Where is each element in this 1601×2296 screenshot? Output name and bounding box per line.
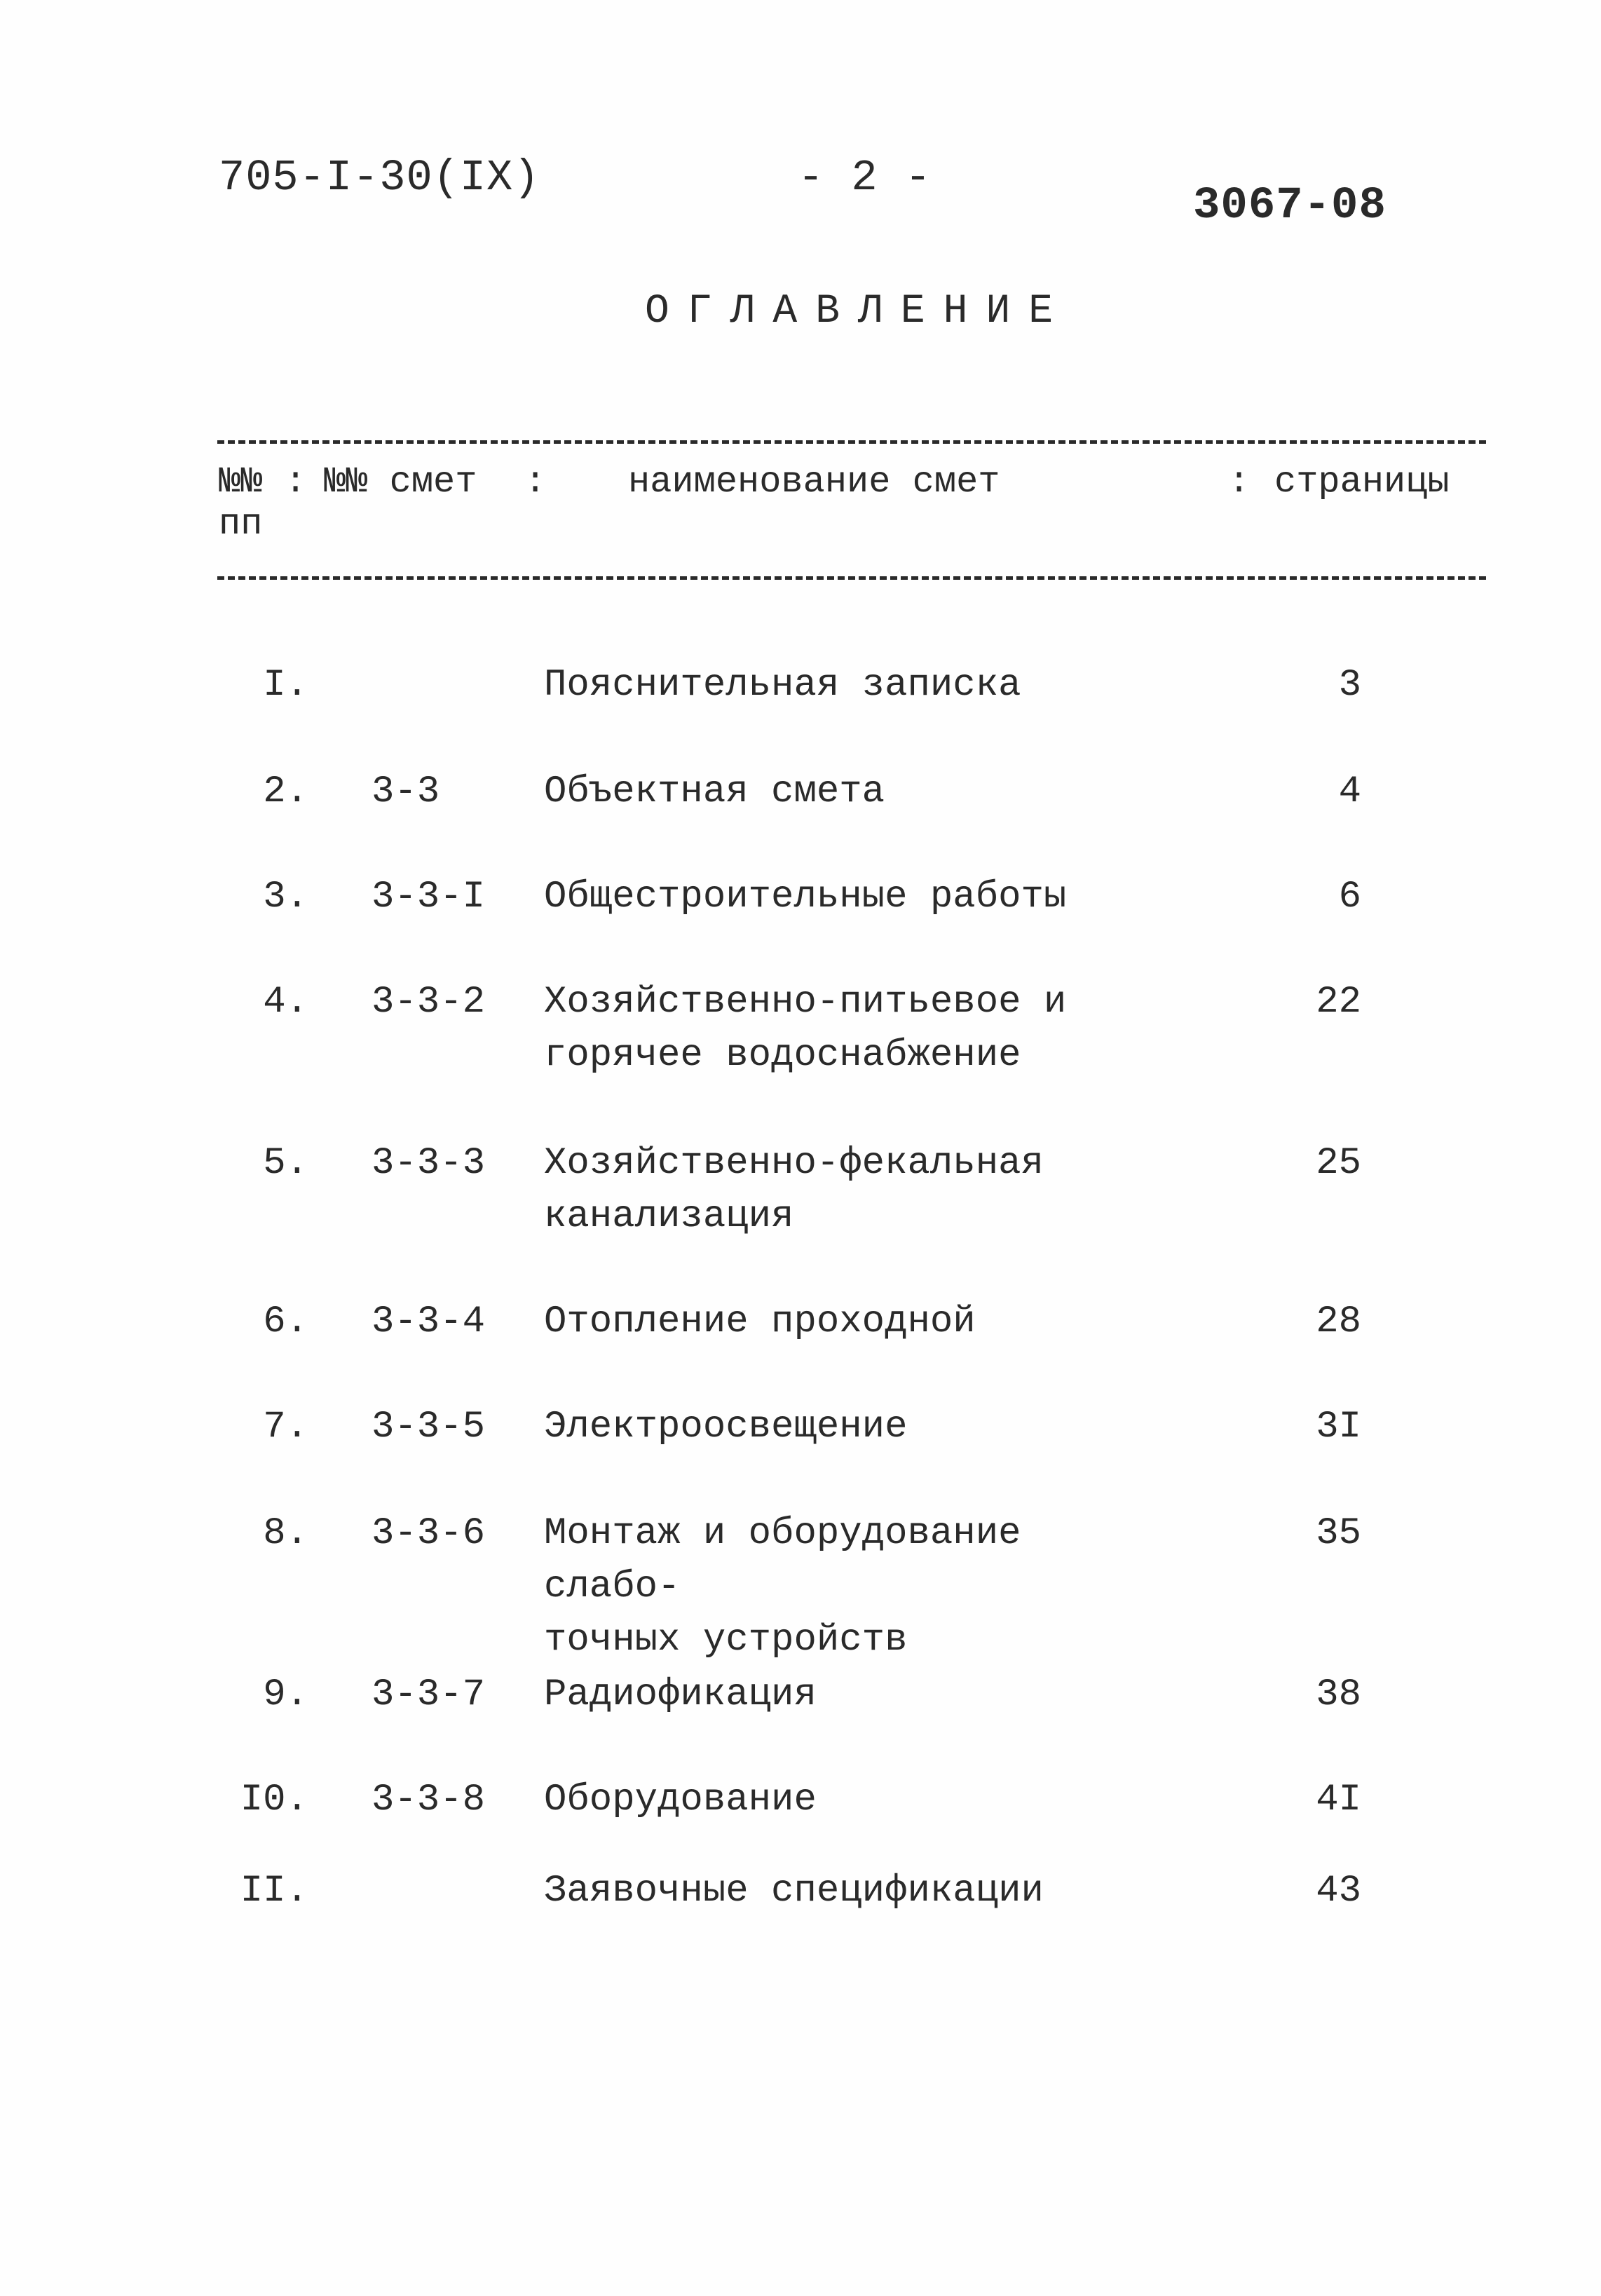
toc-row-name: Отопление проходной xyxy=(544,1300,976,1343)
toc-row-number: 4. xyxy=(263,981,308,1024)
toc-row-code: 3-3-4 xyxy=(372,1300,486,1343)
toc-row-name: Оборудование xyxy=(544,1779,817,1821)
column-header-name: наименование смет xyxy=(628,461,1000,503)
toc-row-name: Монтаж и оборудование слабо- точных устройств xyxy=(544,1512,1021,1662)
toc-row-code: 3-3-8 xyxy=(372,1779,486,1821)
toc-row-page: 4 xyxy=(1338,770,1361,813)
toc-row-page: 3I xyxy=(1316,1406,1361,1448)
toc-row-page: 4I xyxy=(1316,1779,1361,1821)
toc-row-page: 25 xyxy=(1316,1142,1361,1185)
toc-row-name: Радиофикация xyxy=(544,1673,817,1716)
page-title: ОГЛАВЛЕНИЕ xyxy=(645,289,1072,334)
toc-row-name: Общестроительные работы xyxy=(544,876,1067,918)
column-header-number: №№ xyxy=(219,461,263,503)
toc-row-code: 3-3-6 xyxy=(372,1512,486,1555)
document-code: 705-I-30(IX) xyxy=(219,153,540,203)
column-separator: : xyxy=(1228,461,1251,503)
column-header-page: страницы xyxy=(1274,461,1450,503)
header-top-divider xyxy=(217,440,1486,444)
toc-row-number: 7. xyxy=(263,1406,308,1448)
toc-row-page: 28 xyxy=(1316,1300,1361,1343)
toc-row-name: Хозяйственно-питьевое и горячее водоснабжение xyxy=(544,981,1067,1077)
toc-row-number: 3. xyxy=(263,876,308,918)
header-bottom-divider xyxy=(217,576,1486,580)
toc-row-page: 6 xyxy=(1338,876,1361,918)
toc-row-code: 3-3-5 xyxy=(372,1406,486,1448)
toc-row-name: Заявочные спецификации xyxy=(544,1870,1044,1913)
toc-row-code: 3-3-I xyxy=(372,876,486,918)
toc-row-number: 6. xyxy=(263,1300,308,1343)
toc-row-page: 35 xyxy=(1316,1512,1361,1555)
toc-row-name: Хозяйственно-фекальная канализация xyxy=(544,1142,1044,1238)
toc-row-page: 3 xyxy=(1338,664,1361,707)
toc-row-page: 43 xyxy=(1316,1870,1361,1913)
toc-row-code: 3-3 xyxy=(372,770,440,813)
toc-row-number: II. xyxy=(240,1870,308,1913)
toc-row-code: 3-3-2 xyxy=(372,981,486,1024)
column-header-number-line2: пп xyxy=(219,503,263,545)
toc-row-name: Электроосвещение xyxy=(544,1406,908,1448)
toc-row-name: Объектная смета xyxy=(544,770,885,813)
column-separator: : xyxy=(524,461,547,503)
document-id: 3067-08 xyxy=(1193,181,1387,231)
toc-row-number: 8. xyxy=(263,1512,308,1555)
toc-row-code: 3-3-7 xyxy=(372,1673,486,1716)
toc-row-page: 22 xyxy=(1316,981,1361,1024)
toc-row-number: I0. xyxy=(240,1779,308,1821)
toc-row-number: 9. xyxy=(263,1673,308,1716)
toc-row-page: 38 xyxy=(1316,1673,1361,1716)
page-number: - 2 - xyxy=(798,153,932,203)
column-header-code: №№ смет xyxy=(324,461,477,503)
column-separator: : xyxy=(285,461,307,503)
toc-row-number: 2. xyxy=(263,770,308,813)
toc-row-number: 5. xyxy=(263,1142,308,1185)
toc-row-name: Пояснительная записка xyxy=(544,664,1021,707)
toc-row-code: 3-3-3 xyxy=(372,1142,486,1185)
toc-row-number: I. xyxy=(263,664,308,707)
